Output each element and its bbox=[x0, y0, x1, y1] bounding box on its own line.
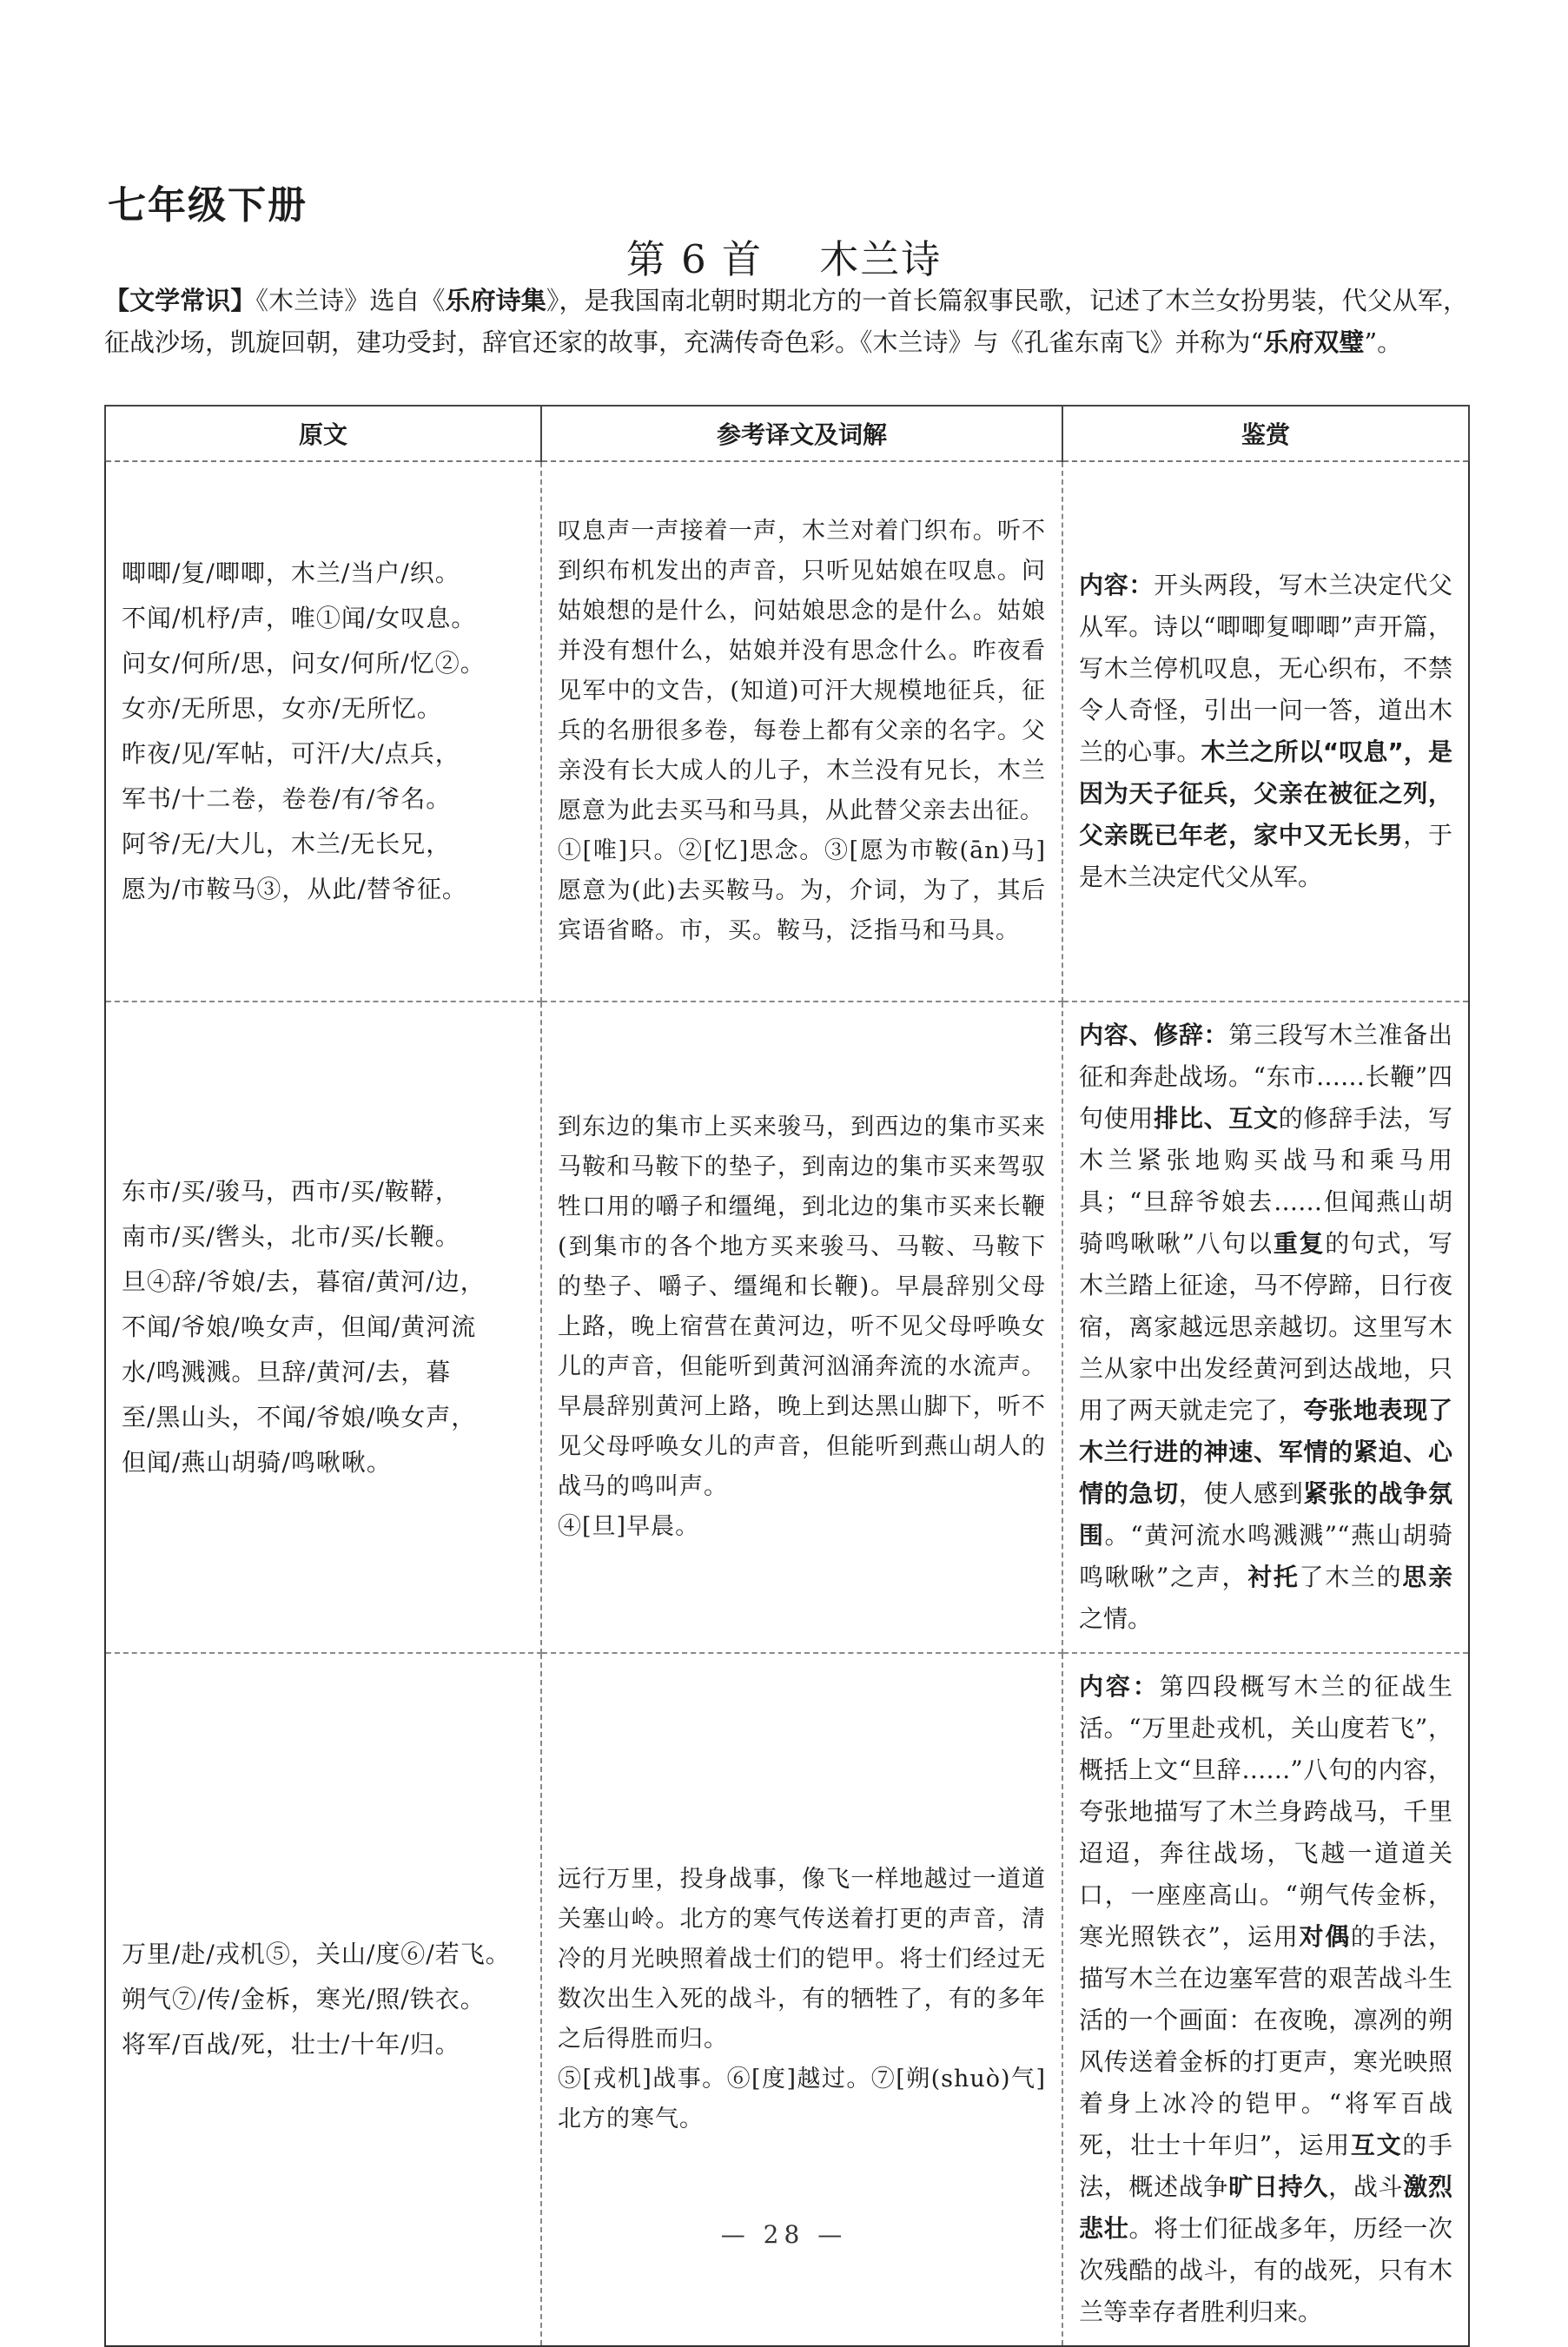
poem-line: 朔气⑦/传/金柝，寒光/照/铁衣。 bbox=[122, 1985, 486, 2013]
poem-line: 但闻/燕山胡骑/鸣啾啾。 bbox=[122, 1448, 392, 1477]
page-number: — 28 — bbox=[720, 2220, 848, 2249]
appreciation-text: 了木兰的 bbox=[1299, 1563, 1403, 1591]
word-notes: ④[旦]早晨。 bbox=[558, 1513, 700, 1540]
appreciation-bold: 对偶 bbox=[1299, 1922, 1351, 1951]
literary-knowledge bbox=[104, 280, 1468, 363]
appreciation-bold: 旷日持久 bbox=[1228, 2172, 1329, 2201]
translation-cell bbox=[541, 1002, 1062, 1653]
poem-line: 问女/何所/思，问女/何所/忆②。 bbox=[122, 649, 486, 678]
title-prefix: 第 bbox=[625, 236, 667, 282]
appreciation-bold: 排比、互文 bbox=[1154, 1104, 1279, 1133]
appreciation-bold: 重复 bbox=[1273, 1229, 1326, 1258]
appreciation-text: 第三段写木兰准备出征和奔赴战场。“东市……长鞭”四句使用 bbox=[1079, 1021, 1452, 1133]
poem-line: 至/黑山头，不闻/爷娘/唤女声， bbox=[122, 1403, 477, 1431]
appreciation-bold: 木兰之所以“叹息”，是因为天子征兵，父亲在被征之列，父亲既已年老，家中又无长男 bbox=[1079, 737, 1452, 850]
grade-heading: 七年级下册 bbox=[108, 183, 308, 228]
table-row bbox=[105, 461, 1469, 1002]
poem-line: 不闻/机杼/声，唯①闻/女叹息。 bbox=[122, 604, 477, 632]
poem-line: 唧唧/复/唧唧，木兰/当户/织。 bbox=[122, 559, 460, 587]
word-notes: ⑤[戎机]战事。⑥[度]越过。⑦[朔(shuò)气]北方的寒气。 bbox=[558, 2066, 1046, 2132]
appreciation-text: 的手法，描写木兰在边塞军营的艰苦战斗生活的一个画面：在夜晚，凛冽的朔风传送着金柝的打更声，寒光映照着身上冰冷的铠甲。“将军百战死，壮士十年归”，运用 bbox=[1079, 1922, 1452, 2159]
appreciation-bold: 衬托 bbox=[1247, 1563, 1300, 1591]
poem-table bbox=[104, 405, 1470, 2347]
poem-line: 水/鸣溅溅。旦辞/黄河/去，暮 bbox=[122, 1358, 452, 1386]
translation-text: 叹息声一声接着一声，木兰对着门织布。听不到织布机发出的声音，只听见姑娘在叹息。问姑娘想的是什么，问姑娘思念的是什么。姑娘并没有想什么，姑娘并没有思念什么。昨夜看见军中的文告，(知道)可汗大规模地征兵，征兵的名册很多卷，每卷上都有父亲的名字。父亲没有长大成人的儿子，木兰没有兄长，木兰愿意为此去买马和马具，从此替父亲去出征。 bbox=[558, 518, 1046, 824]
poem-line: 军书/十二卷，卷卷/有/爷名。 bbox=[122, 784, 452, 813]
translation-cell bbox=[541, 461, 1062, 1002]
appreciation-bold: 紧张的战争氛围 bbox=[1079, 1479, 1452, 1550]
appreciation-label: 内容： bbox=[1079, 571, 1154, 599]
translation-text: 到东边的集市上买来骏马，到西边的集市买来马鞍和马鞍下的垫子，到南边的集市买来驾驭牲口用的嚼子和缰绳，到北边的集市买来长鞭(到集市的各个地方买来骏马、马鞍、马鞍下的垫子、嚼子、缰绳和长鞭)。早晨辞别父母上路，晚上宿营在黄河边，听不见父母呼唤女儿的声音，但能听到黄河汹涌奔流的水流声。早晨辞别黄河上路，晚上到达黑山脚下，听不见父母呼唤女儿的声音，但能听到燕山胡人的战马的鸣叫声。 bbox=[558, 1114, 1046, 1500]
poem-line: 旦④辞/爷娘/去，暮宿/黄河/边， bbox=[122, 1267, 486, 1296]
appreciation-text: 。将士们征战多年，历经一次次残酷的战斗，有的战死，只有木兰等幸存者胜利归来。 bbox=[1079, 2214, 1452, 2326]
title-poem: 木兰诗 bbox=[819, 236, 943, 282]
word-notes: ①[唯]只。②[忆]思念。③[愿为市鞍(ān)马]愿意为(此)去买鞍马。为，介词，为了，其后宾语省略。市，买。鞍马，泛指马和马具。 bbox=[558, 837, 1046, 944]
appreciation-cell bbox=[1062, 1002, 1469, 1653]
header-translation: 参考译文及词解 bbox=[541, 406, 1062, 461]
intro-text-3: ”。 bbox=[1364, 327, 1403, 357]
intro-tag: 【文学常识】 bbox=[104, 286, 256, 315]
title-number: 6 bbox=[681, 236, 708, 282]
appreciation-text: 。“黄河流水鸣溅溅”“燕山胡骑鸣啾啾”之声， bbox=[1079, 1521, 1452, 1591]
header-appreciation: 鉴赏 bbox=[1062, 406, 1469, 461]
intro-text-2: 》，是我国南北朝时期北方的一首长篇叙事民歌，记述了木兰女扮男装，代父从军，征战沙场，凯旋回朝，建功受封，辞官还家的故事，充满传奇色彩。《木兰诗》与《孔雀东南飞》并称为“ bbox=[104, 286, 1468, 357]
appreciation-text: 开头两段，写木兰决定代父从军。诗以“唧唧复唧唧”声开篇，写木兰停机叹息，无心织布，不禁令人奇怪，引出一问一答，道出木兰的心事。 bbox=[1079, 571, 1452, 766]
table-row bbox=[105, 1002, 1469, 1653]
intro-bold-2: 乐府双璧 bbox=[1263, 327, 1365, 357]
appreciation-text: 的修辞手法，写木兰紧张地购买战马和乘马用具；“旦辞爷娘去……但闻燕山胡骑鸣啾啾”八句以 bbox=[1079, 1104, 1452, 1258]
appreciation-bold: 夸张地表现了木兰行进的神速、军情的紧迫、心情的急切 bbox=[1079, 1396, 1452, 1508]
title-suffix: 首 bbox=[722, 236, 764, 282]
poem-line: 女亦/无所思，女亦/无所忆。 bbox=[122, 694, 442, 723]
poem-line: 愿为/市鞍马③，从此/替爷征。 bbox=[122, 875, 467, 903]
table-header-row bbox=[105, 406, 1469, 461]
intro-bold-1: 乐府诗集 bbox=[445, 286, 546, 315]
appreciation-label: 内容、修辞： bbox=[1079, 1021, 1229, 1049]
poem-line: 阿爷/无/大儿，木兰/无长兄， bbox=[122, 830, 452, 858]
appreciation-text: 之情。 bbox=[1079, 1604, 1153, 1633]
poem-line: 万里/赴/戎机⑤，关山/度⑥/若飞。 bbox=[122, 1940, 511, 1968]
appreciation-text: ，使人感到 bbox=[1178, 1479, 1304, 1508]
appreciation-bold: 激烈悲壮 bbox=[1079, 2172, 1452, 2243]
appreciation-text: 的手法，概述战争 bbox=[1079, 2131, 1452, 2201]
appreciation-cell bbox=[1062, 461, 1469, 1002]
appreciation-bold: 互文 bbox=[1350, 2131, 1403, 2159]
poem-title bbox=[0, 228, 1568, 284]
poem-line: 将军/百战/死，壮士/十年/归。 bbox=[122, 2030, 460, 2059]
original-text-cell bbox=[105, 461, 541, 1002]
translation-text: 远行万里，投身战事，像飞一样地越过一道道关塞山岭。北方的寒气传送着打更的声音，清冷的月光映照着战士们的铠甲。将士们经过无数次出生入死的战斗，有的牺牲了，有的多年之后得胜而归。 bbox=[558, 1866, 1046, 2053]
intro-text-1: 《木兰诗》选自《 bbox=[255, 286, 446, 315]
appreciation-text: 第四段概写木兰的征战生活。“万里赴戎机，关山度若飞”，概括上文“旦辞……”八句的内容，夸张地描写了木兰身跨战马，千里迢迢，奔往战场，飞越一道道关口，一座座高山。“朔气传金柝，寒光照铁衣”，运用 bbox=[1079, 1672, 1452, 1951]
appreciation-bold: 思亲 bbox=[1402, 1563, 1452, 1591]
appreciation-text: ，战斗 bbox=[1328, 2172, 1404, 2201]
appreciation-text: 的句式，写木兰踏上征途，马不停蹄，日行夜宿，离家越远思亲越切。这里写木兰从家中出发经黄河到达战地，只用了两天就走完了， bbox=[1079, 1229, 1452, 1425]
poem-line: 东市/买/骏马，西市/买/鞍鞯， bbox=[122, 1177, 460, 1206]
header-original: 原文 bbox=[105, 406, 541, 461]
appreciation-label: 内容： bbox=[1079, 1672, 1160, 1701]
poem-line: 南市/买/辔头，北市/买/长鞭。 bbox=[122, 1222, 460, 1251]
poem-line: 昨夜/见/军帖，可汗/大/点兵， bbox=[122, 739, 460, 768]
poem-line: 不闻/爷娘/唤女声，但闻/黄河流 bbox=[122, 1312, 477, 1341]
appreciation-text: ，于是木兰决定代父从军。 bbox=[1079, 821, 1452, 891]
original-text-cell bbox=[105, 1002, 541, 1653]
